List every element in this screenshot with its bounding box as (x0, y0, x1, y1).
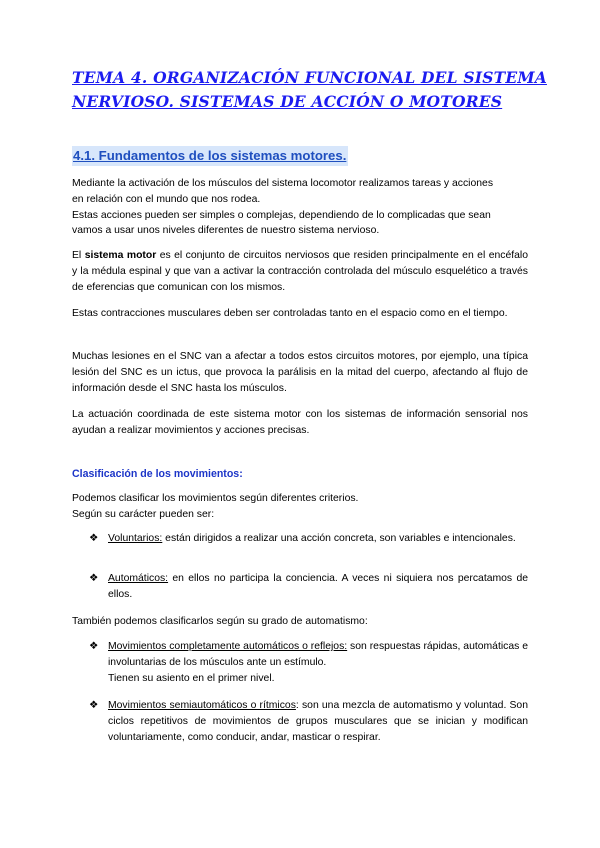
paragraph-1-line-3: Estas acciones pueden ser simples o complejas, dependiendo de lo complicadas que sean (72, 209, 491, 221)
classification-intro (72, 491, 528, 523)
bullet-description: : son una mezcla de automatismo y voluntad. Son ciclos repetitivos de movimientos de grupos musculares que se inician y modifican voluntariamente, como conducir, andar, masticar o respirar. (108, 700, 528, 743)
title-line-1: TEMA 4. ORGANIZACIÓN FUNCIONAL DEL SISTEMA (72, 68, 547, 87)
bullet-text (108, 639, 528, 686)
paragraph-2 (72, 248, 528, 295)
bullet-description: están dirigidos a realizar una acción concreta, son variables e intencionales. (162, 533, 516, 544)
bullet-diamond-icon: ❖ (89, 699, 99, 711)
paragraph-2-rest: es el conjunto de circuitos nerviosos que residen principalmente en el encéfalo y la médula espinal y que van a activar la contracción controlada del músculo esquelético a través de eferencias que comunican con los mismos. (72, 250, 528, 293)
bullet-text (108, 698, 528, 745)
bullet-term: Automáticos: (108, 573, 169, 584)
paragraph-1-line-2: en relación con el mundo que nos rodea. (72, 193, 261, 205)
paragraph-5: La actuación coordinada de este sistema motor con los sistemas de información sensorial nos ayudan a realizar movimientos y acciones precisas. (72, 409, 528, 436)
bullet-text (108, 531, 528, 547)
classification-intro-2: También podemos clasificarlos según su grado de automatismo: (72, 616, 368, 627)
paragraph-1-line-1: Mediante la activación de los músculos del sistema locomotor realizamos tareas y acciones (72, 178, 494, 189)
paragraph-1-line-4: vamos a usar unos niveles diferentes de nuestro sistema nervioso. (72, 225, 380, 237)
paragraph-2-bold-term: sistema motor (84, 250, 157, 261)
bullet-term: Movimientos completamente automáticos o reflejos: (108, 641, 348, 652)
classification-intro-line-1: Podemos clasificar los movimientos según diferentes criterios. (72, 493, 359, 504)
bullet-description: son respuestas rápidas, automáticas e involuntarias de los músculos ante un estímulo. (108, 641, 529, 668)
section-heading: 4.1. Fundamentos de los sistemas motores. (72, 146, 348, 166)
bullet-text (108, 571, 528, 603)
paragraph-3: Estas contracciones musculares deben ser controladas tanto en el espacio como en el tiempo. (72, 308, 508, 319)
bullet-term: Movimientos semiautomáticos o rítmicos (108, 700, 296, 711)
classification-heading: Clasificación de los movimientos: (72, 468, 243, 480)
bullet-extra-line: Tienen su asiento en el primer nivel. (108, 672, 275, 684)
bullet-diamond-icon: ❖ (89, 640, 99, 652)
document-title (72, 66, 547, 114)
bullet-diamond-icon: ❖ (89, 532, 99, 544)
bullet-description: en ellos no participa la conciencia. A veces ni siquiera nos percatamos de ellos. (108, 573, 528, 600)
bullet-diamond-icon: ❖ (89, 572, 99, 584)
paragraph-1 (72, 176, 528, 239)
bullet-term: Voluntarios: (108, 533, 163, 544)
title-line-2: NERVIOSO. SISTEMAS DE ACCIÓN O MOTORES (72, 92, 503, 111)
paragraph-4: Muchas lesiones en el SNC van a afectar a todos estos circuitos motores, por ejemplo, una típica lesión del SNC es un ictus, que provoca la parálisis en la mitad del cuerpo, afectando al flujo de información desde el SNC hasta los músculos. (72, 351, 528, 394)
paragraph-2-prefix: El (72, 250, 85, 261)
classification-intro-line-2: Según su carácter pueden ser: (72, 508, 215, 520)
